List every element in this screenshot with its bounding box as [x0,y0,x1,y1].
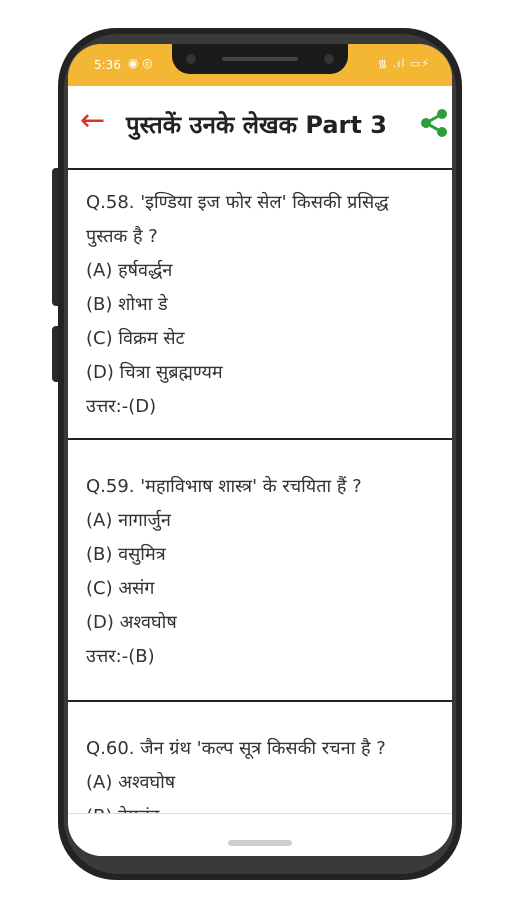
question-text: Q.58. 'इण्डिया इज फोर सेल' किसकी प्रसिद्ध पुस्तक है ? [86,192,389,247]
back-arrow-icon[interactable]: ← [80,103,106,138]
option-c: (C) विक्रम सेट [86,328,185,349]
question-card [68,170,452,440]
option-a: (A) अश्वघोष [86,772,176,793]
option-c: (C) असंग [86,578,155,599]
option-d: (D) अश्वघोष [86,612,177,633]
question-text: Q.59. 'महाविभाष शास्त्र' के रचयिता हैं ? [86,476,362,497]
sensor-icon [324,54,334,64]
signal-battery-icons: ᯾ .ıl ▭⚡ [377,57,430,70]
question-text: Q.60. जैन ग्रंथ 'कल्प सूत्र किसकी रचना है ? [86,738,386,759]
home-indicator[interactable] [228,840,292,846]
notification-icons: ◉ ◎ [128,56,153,70]
camera-notch [172,44,348,74]
status-time: 5:36 [94,58,121,72]
question-card [68,440,452,702]
speaker-grille [222,57,298,61]
answer-text: उत्तर:-(D) [86,396,157,417]
option-b: (B) वसुमित्र [86,544,166,565]
option-a: (A) नागार्जुन [86,510,171,531]
option-d: (D) चित्रा सुब्रह्मण्यम [86,362,223,383]
answer-text: उत्तर:-(B) [86,646,155,667]
app-bar [68,86,452,170]
question-list[interactable] [68,170,452,848]
page-title: पुस्तकें उनके लेखक Part 3 [126,111,387,139]
option-b: (B) शोभा डे [86,294,168,315]
phone-screen [68,44,452,856]
status-bar [68,44,452,86]
navigation-bar [68,813,452,856]
option-a: (A) हर्षवर्द्धन [86,260,173,281]
share-icon[interactable] [418,106,452,140]
camera-icon [186,54,196,64]
